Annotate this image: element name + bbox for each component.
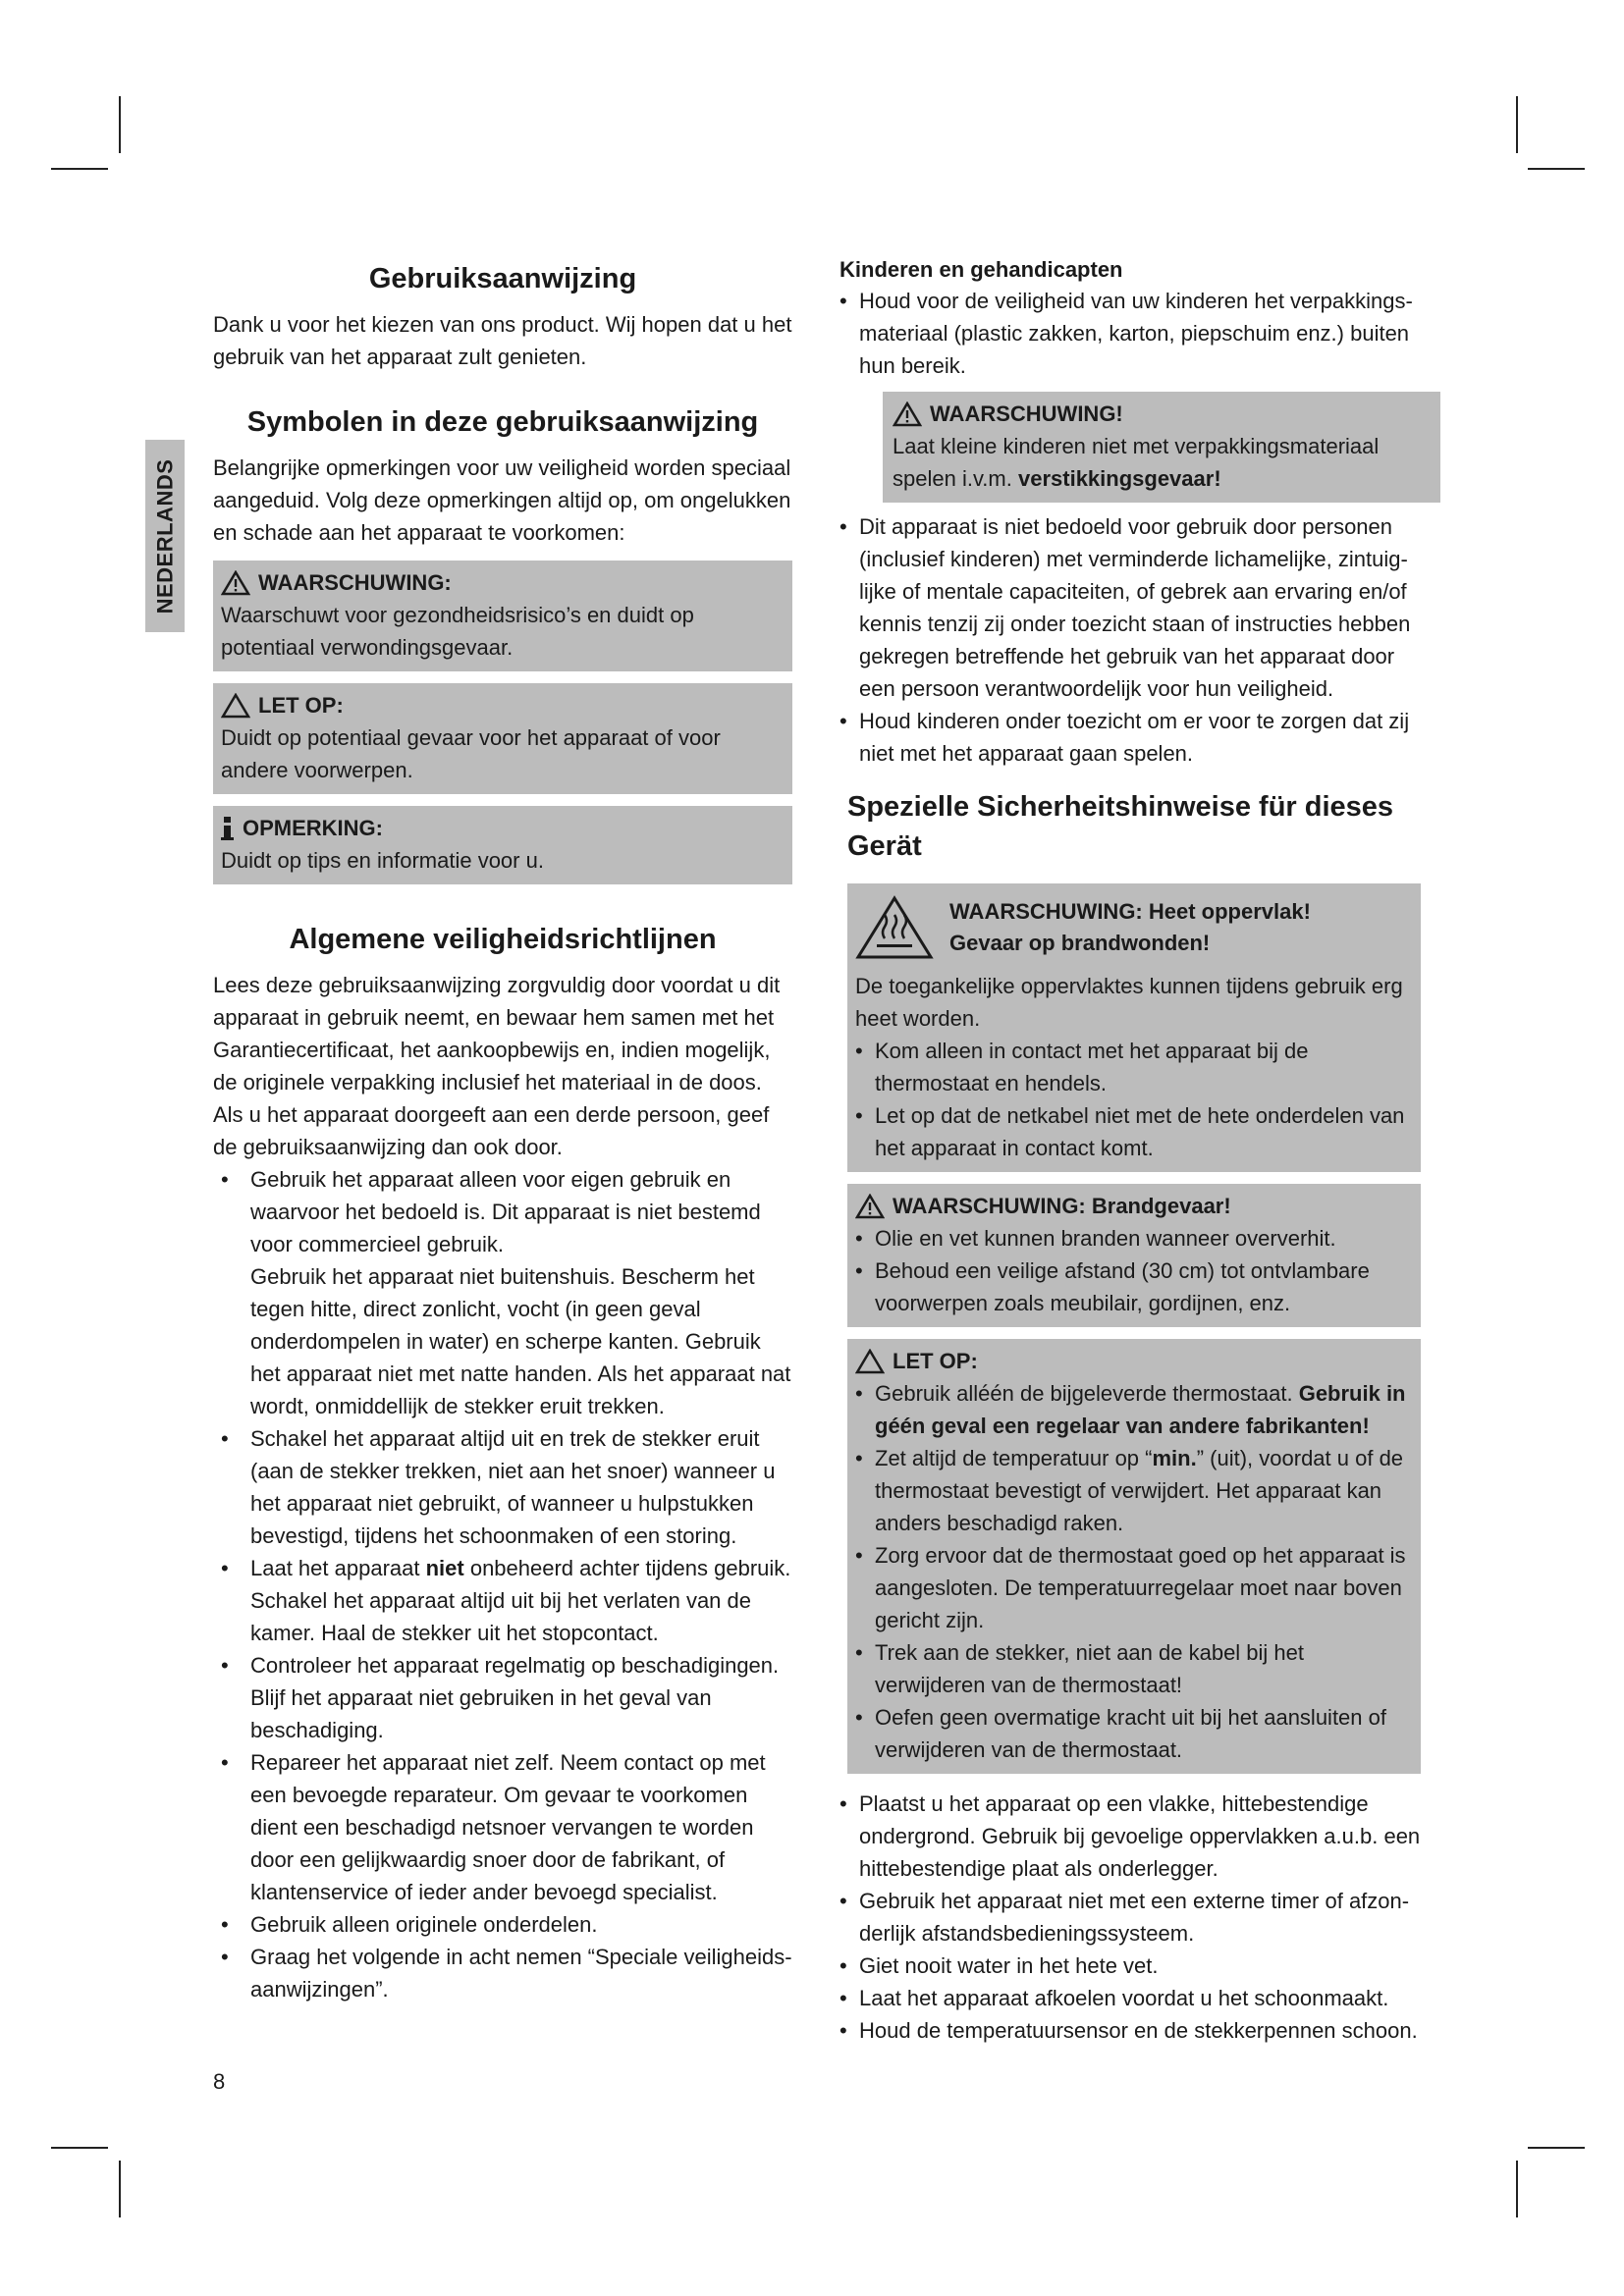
symbols-intro: Belangrijke opmerkingen voor uw veiligheid worden speciaal aangeduid. Volg deze opmerkingen altijd op, om ongelukken en schade aan het apparaat te voorkomen: xyxy=(213,455,791,545)
warning-box xyxy=(213,561,792,671)
crop-mark xyxy=(119,96,121,153)
hot-surface-icon xyxy=(855,895,934,960)
warning-title: WAARSCHUWING: xyxy=(258,570,452,595)
right-column xyxy=(839,251,1421,2047)
list-item: • Gebruik alleen originele onderdelen. xyxy=(213,1908,792,1941)
language-tab xyxy=(145,440,185,632)
note-title: OPMERKING: xyxy=(243,816,383,840)
intro-text: Dank u voor het kiezen van ons product. Wij hopen dat u het gebruik van het apparaat zult genieten. xyxy=(213,312,792,369)
list-item: • Houd de temperatuursensor en de stekkerpennen schoon. xyxy=(839,2014,1421,2047)
list-item: • Trek aan de stekker, niet aan de kabel bij het verwijderen van de thermostaat! xyxy=(855,1636,1413,1701)
list-item: • Laat het apparaat afkoelen voordat u het schoonmaakt. xyxy=(839,1982,1421,2014)
caution-triangle-icon xyxy=(221,693,250,719)
hot-warning-line1: WAARSCHUWING: Heet oppervlak! xyxy=(949,899,1311,924)
language-tab-label: NEDERLANDS xyxy=(152,458,178,614)
note-text: Duidt op tips en informatie voor u. xyxy=(221,848,544,873)
general-intro: Lees deze gebruiksaanwijzing zorgvuldig door voordat u dit apparaat in gebruik neemt, en bewaar hem samen met het Garantiecertificaat, het aankoopbewijs en, indien mogelijk, de originele verpakking inclusief het materiaal in de doos. Als u het apparaat doorgeeft aan een derde persoon, geef de gebruiksaanwijzing dan ook door. xyxy=(213,973,781,1159)
fire-list xyxy=(855,1222,1413,1319)
hot-surface-box xyxy=(847,883,1421,1172)
list-item: • Houd kinderen onder toezicht om er voor te zorgen dat zij niet met het apparaat gaan spelen. xyxy=(839,705,1421,770)
caution-title: LET OP: xyxy=(258,693,344,718)
list-item: • Giet nooit water in het hete vet. xyxy=(839,1949,1421,1982)
manual-title: Gebruiksaanwijzing xyxy=(368,263,637,294)
warning-triangle-icon xyxy=(221,570,250,596)
list-item: • Gebruik het apparaat niet met een externe timer of afzonderlijk afstandsbedieningssysteem. xyxy=(839,1885,1421,1949)
list-item: • Graag het volgende in acht nemen “Speciale veiligheidsaanwijzingen”. xyxy=(213,1941,792,2005)
fire-warning-box xyxy=(847,1184,1421,1327)
caution-box-right xyxy=(847,1339,1421,1774)
crop-mark xyxy=(51,2147,108,2149)
hot-list xyxy=(855,1035,1413,1164)
list-item: • Let op dat de netkabel niet met de hete onderdelen van het apparaat in contact komt. xyxy=(855,1099,1413,1164)
symbols-title: Symbolen in deze gebruiksaanwijzing xyxy=(246,406,759,438)
special-safety-title: Spezielle Sicherheitshinweise für dieses Gerät xyxy=(847,791,1394,862)
children-warning-text: Laat kleine kinderen niet met verpakkingsmateriaal spelen i.v.m. verstikkingsgevaar! xyxy=(893,434,1380,491)
list-item: • Gebruik alléén de bijgeleverde thermostaat. Gebruik in géén geval een regelaar van andere fabrikanten! xyxy=(855,1377,1413,1442)
crop-mark xyxy=(1528,2147,1585,2149)
list-item: • Houd voor de veiligheid van uw kinderen het verpakkingsmateriaal (plastic zakken, karton, piepschuim enz.) buiten hun bereik. xyxy=(839,285,1421,382)
children-warning-title: WAARSCHUWING! xyxy=(930,401,1123,426)
children-title: Kinderen en gehandicapten xyxy=(839,257,1123,282)
hot-text: De toegankelijke oppervlaktes kunnen tijdens gebruik erg heet worden. xyxy=(855,974,1403,1031)
list-item: • Laat het apparaat niet onbeheerd achter tijdens gebruik. Schakel het apparaat altijd uit bij het verlaten van de kamer. Haal de stekker uit het stopcontact. xyxy=(213,1552,792,1649)
crop-mark xyxy=(1528,168,1585,170)
list-item: • Oefen geen overmatige kracht uit bij het aansluiten of verwijderen van de thermostaat. xyxy=(855,1701,1413,1766)
children-warning-box xyxy=(883,392,1440,503)
general-safety-title: Algemene veiligheidsrichtlijnen xyxy=(289,924,717,955)
final-list xyxy=(839,1788,1421,2047)
crop-mark xyxy=(1516,2161,1518,2217)
list-item: • Schakel het apparaat altijd uit en trek de stekker eruit (aan de stekker trekken, niet aan het snoer) wanneer u het apparaat niet gebruikt, of wanneer u hulpstukken bevestigd, tijdens het schoonmaken of een storing. xyxy=(213,1422,792,1552)
crop-mark xyxy=(51,168,108,170)
caution-title-right: LET OP: xyxy=(893,1349,978,1373)
list-item: • Gebruik het apparaat alleen voor eigen gebruik en waarvoor het bedoeld is. Dit apparaat is niet bestemd voor commercieel gebruik. Gebruik het apparaat niet buitenshuis. Bescherm het tegen hitte, direct zonlicht, vocht (in geen geval onderdompelen in water) en scherpe kanten. Gebruik het apparaat niet met natte handen. Als het apparaat nat wordt, onmiddellijk de stekker eruit trekken. xyxy=(213,1163,792,1422)
warning-triangle-icon xyxy=(893,401,922,427)
children-list xyxy=(839,285,1421,382)
hot-warning-line2: Gevaar op brandwonden! xyxy=(949,931,1211,955)
crop-mark xyxy=(119,2161,121,2217)
page-number: 8 xyxy=(213,2069,226,2094)
caution-text: Duidt op potentiaal gevaar voor het apparaat of voor andere voorwerpen. xyxy=(221,725,721,782)
list-item: • Controleer het apparaat regelmatig op beschadigingen. Blijf het apparaat niet gebruiken in het geval van beschadiging. xyxy=(213,1649,792,1746)
list-item: • Repareer het apparaat niet zelf. Neem contact op met een bevoegde reparateur. Om gevaar te voorkomen dient een beschadigd netsnoer vervangen te worden door een gelijkwaardig snoer door de fabrikant, of klantenservice of ieder ander bevoegd specialist. xyxy=(213,1746,792,1908)
left-column xyxy=(213,251,792,2005)
caution-triangle-icon xyxy=(855,1349,885,1374)
caution-list xyxy=(855,1377,1413,1766)
list-item: • Olie en vet kunnen branden wanneer oververhit. xyxy=(855,1222,1413,1255)
warning-text: Waarschuwt voor gezondheidsrisico’s en duidt op potentiaal verwondingsgevaar. xyxy=(221,603,694,660)
list-item: • Zorg ervoor dat de thermostaat goed op het apparaat is aangesloten. De temperatuurregelaar moet naar boven gericht zijn. xyxy=(855,1539,1413,1636)
warning-triangle-icon xyxy=(855,1194,885,1219)
caution-box xyxy=(213,683,792,794)
general-safety-list xyxy=(213,1163,792,2005)
info-icon xyxy=(221,816,235,841)
note-box xyxy=(213,806,792,884)
list-item: • Plaatst u het apparaat op een vlakke, hittebestendige ondergrond. Gebruik bij gevoelige oppervlakken a.u.b. een hittebestendige plaat als onderlegger. xyxy=(839,1788,1421,1885)
list-item: • Dit apparaat is niet bedoeld voor gebruik door personen (inclusief kinderen) met verminderde lichamelijke, zintuiglijke of mentale capaciteiten, of gebrek aan ervaring en/of kennis tenzij zij onder toezicht staan of instructies hebben gekregen betreffende het gebruik van het apparaat door een persoon verantwoordelijk voor hun veiligheid. xyxy=(839,510,1421,705)
fire-warning-title: WAARSCHUWING: Brandgevaar! xyxy=(893,1194,1231,1218)
crop-mark xyxy=(1516,96,1518,153)
list-item: • Zet altijd de temperatuur op “min.” (uit), voordat u of de thermostaat bevestigt of verwijdert. Het apparaat kan anders beschadigd raken. xyxy=(855,1442,1413,1539)
children-list-2 xyxy=(839,510,1421,770)
list-item: • Behoud een veilige afstand (30 cm) tot ontvlambare voorwerpen zoals meubilair, gordijnen, enz. xyxy=(855,1255,1413,1319)
list-item: • Kom alleen in contact met het apparaat bij de thermostaat en hendels. xyxy=(855,1035,1413,1099)
